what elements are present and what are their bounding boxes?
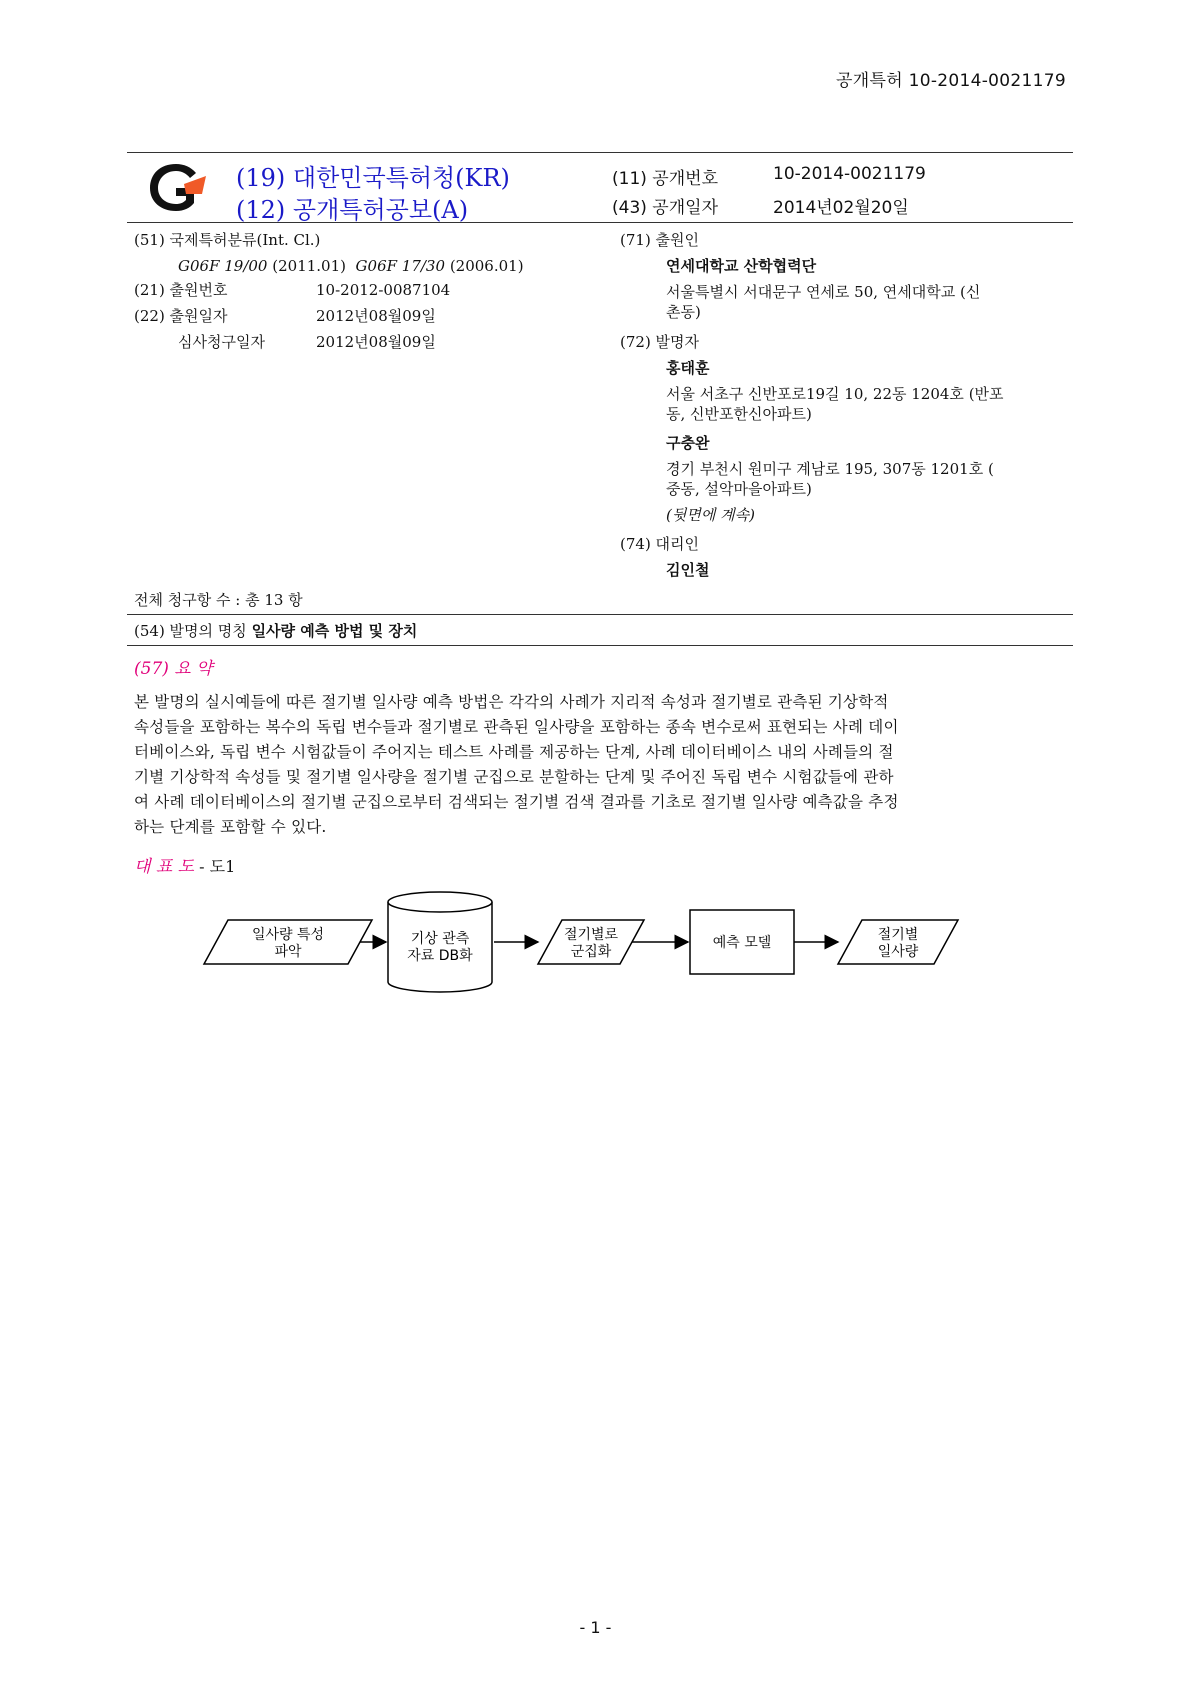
abstract-line: 터베이스와, 독립 변수 시험값들이 주어지는 테스트 사례를 제공하는 단계, 사례 데이터베이스 내의 사례들의 절 [134, 743, 894, 761]
abstract-line: 본 발명의 실시예들에 따른 절기별 일사량 예측 방법은 각각의 사례가 지리적 속성과 절기별로 관측된 기상학적 [134, 693, 889, 711]
applicant-name: 연세대학교 산학협력단 [666, 257, 817, 275]
pub-date-value: 2014년02월20일 [773, 198, 909, 218]
exam-date-label: 심사청구일자 [178, 333, 265, 351]
app-no-value: 10-2012-0087104 [316, 281, 451, 299]
invention-title-rule [127, 645, 1073, 646]
step2-line1: 기상 관측 [410, 931, 470, 947]
invention-title-label: (54) 발명의 명칭 [134, 622, 247, 640]
inventor2-address-line2: 중동, 설악마을아파트) [666, 480, 812, 498]
claims-rule [127, 614, 1073, 615]
abstract-line: 하는 단계를 포함할 수 있다. [134, 818, 327, 836]
ipc-codes [178, 255, 524, 277]
step2-line2: 자료 DB화 [407, 948, 473, 964]
step-weather-db [388, 892, 492, 992]
abstract-heading: (57) 요 약 [134, 659, 213, 679]
agent-name: 김인철 [666, 561, 710, 579]
abstract-line: 기별 기상학적 속성들 및 절기별 일사량을 절기별 군집으로 분할하는 단계 및 주어진 독립 변수 시험값들에 관하 [134, 768, 894, 786]
step5-line1: 절기별 [877, 927, 919, 943]
continued-note: (뒷면에 계속) [666, 506, 755, 524]
step1-line2: 파악 [274, 944, 302, 960]
representative-figure-label: 대 표 도 [134, 857, 195, 877]
step5-line2: 일사량 [877, 944, 919, 960]
pub-no-value: 10-2014-0021179 [773, 164, 926, 184]
abstract-body [134, 690, 1077, 840]
pub-date-label: (43) 공개일자 [612, 198, 718, 218]
title-block-rule [127, 222, 1073, 223]
abstract-line: 속성들을 포함하는 복수의 독립 변수들과 절기별로 관측된 일사량을 포함하는 종속 변수로써 표현되는 사례 데이 [134, 718, 899, 736]
ipc1-version: (2011.01) [272, 257, 346, 275]
app-date-label: (22) 출원일자 [134, 307, 228, 325]
step-identify-solar-characteristics [204, 920, 372, 964]
page-number: - 1 - [579, 1618, 612, 1637]
exam-date-value: 2012년08월09일 [316, 333, 436, 351]
inventor1-name: 홍태훈 [666, 359, 710, 377]
inventor1-address-line2: 동, 신반포한신아파트) [666, 405, 812, 423]
step3-line1: 절기별로 [563, 927, 619, 943]
flow-diagram [200, 888, 1020, 1000]
ipc-label: (51) 국제특허분류(Int. Cl.) [134, 231, 321, 249]
step1-line1: 일사량 특성 [251, 927, 325, 943]
document-type: (12) 공개특허공보(A) [236, 196, 469, 224]
kipo-logo [146, 160, 208, 214]
applicant-address-line2: 촌동) [666, 303, 701, 321]
ipc2-version: (2006.01) [449, 257, 524, 275]
step4-label: 예측 모델 [712, 935, 772, 951]
invention-title: 일사량 예측 방법 및 장치 [251, 622, 418, 640]
representative-figure-value: - 도1 [199, 857, 236, 876]
representative-figure-row [134, 852, 235, 877]
app-no-label: (21) 출원번호 [134, 281, 228, 299]
inventor1-address-line1: 서울 서초구 신반포로19길 10, 22동 1204호 (반포 [666, 385, 1004, 403]
claims-total: 전체 청구항 수 : 총 13 항 [134, 591, 303, 609]
ipc1-code: G06F 19/00 [178, 257, 268, 275]
app-date-value: 2012년08월09일 [316, 307, 436, 325]
top-rule [127, 152, 1073, 153]
ipc2-code: G06F 17/30 [355, 257, 446, 275]
invention-title-row [134, 620, 417, 642]
applicant-address-line1: 서울특별시 서대문구 연세로 50, 연세대학교 (신 [666, 283, 981, 301]
inventor2-address-line1: 경기 부천시 원미구 계남로 195, 307동 1201호 ( [666, 460, 994, 478]
step-seasonal-clustering [538, 920, 644, 964]
inventor-label: (72) 발명자 [620, 333, 700, 351]
abstract-line: 여 사례 데이터베이스의 절기별 군집으로부터 검색되는 절기별 검색 결과를 기초로 절기별 일사량 예측값을 추정 [134, 793, 899, 811]
step3-line2: 군집화 [570, 944, 612, 960]
pub-no-label: (11) 공개번호 [612, 169, 718, 189]
publication-number-header: 공개특허 10-2014-0021179 [836, 71, 1066, 91]
step-seasonal-irradiance [838, 920, 958, 964]
step-prediction-model [690, 910, 794, 974]
inventor2-name: 구충완 [666, 434, 710, 452]
agent-label: (74) 대리인 [620, 535, 700, 553]
issuing-office: (19) 대한민국특허청(KR) [236, 164, 510, 192]
applicant-label: (71) 출원인 [620, 231, 700, 249]
